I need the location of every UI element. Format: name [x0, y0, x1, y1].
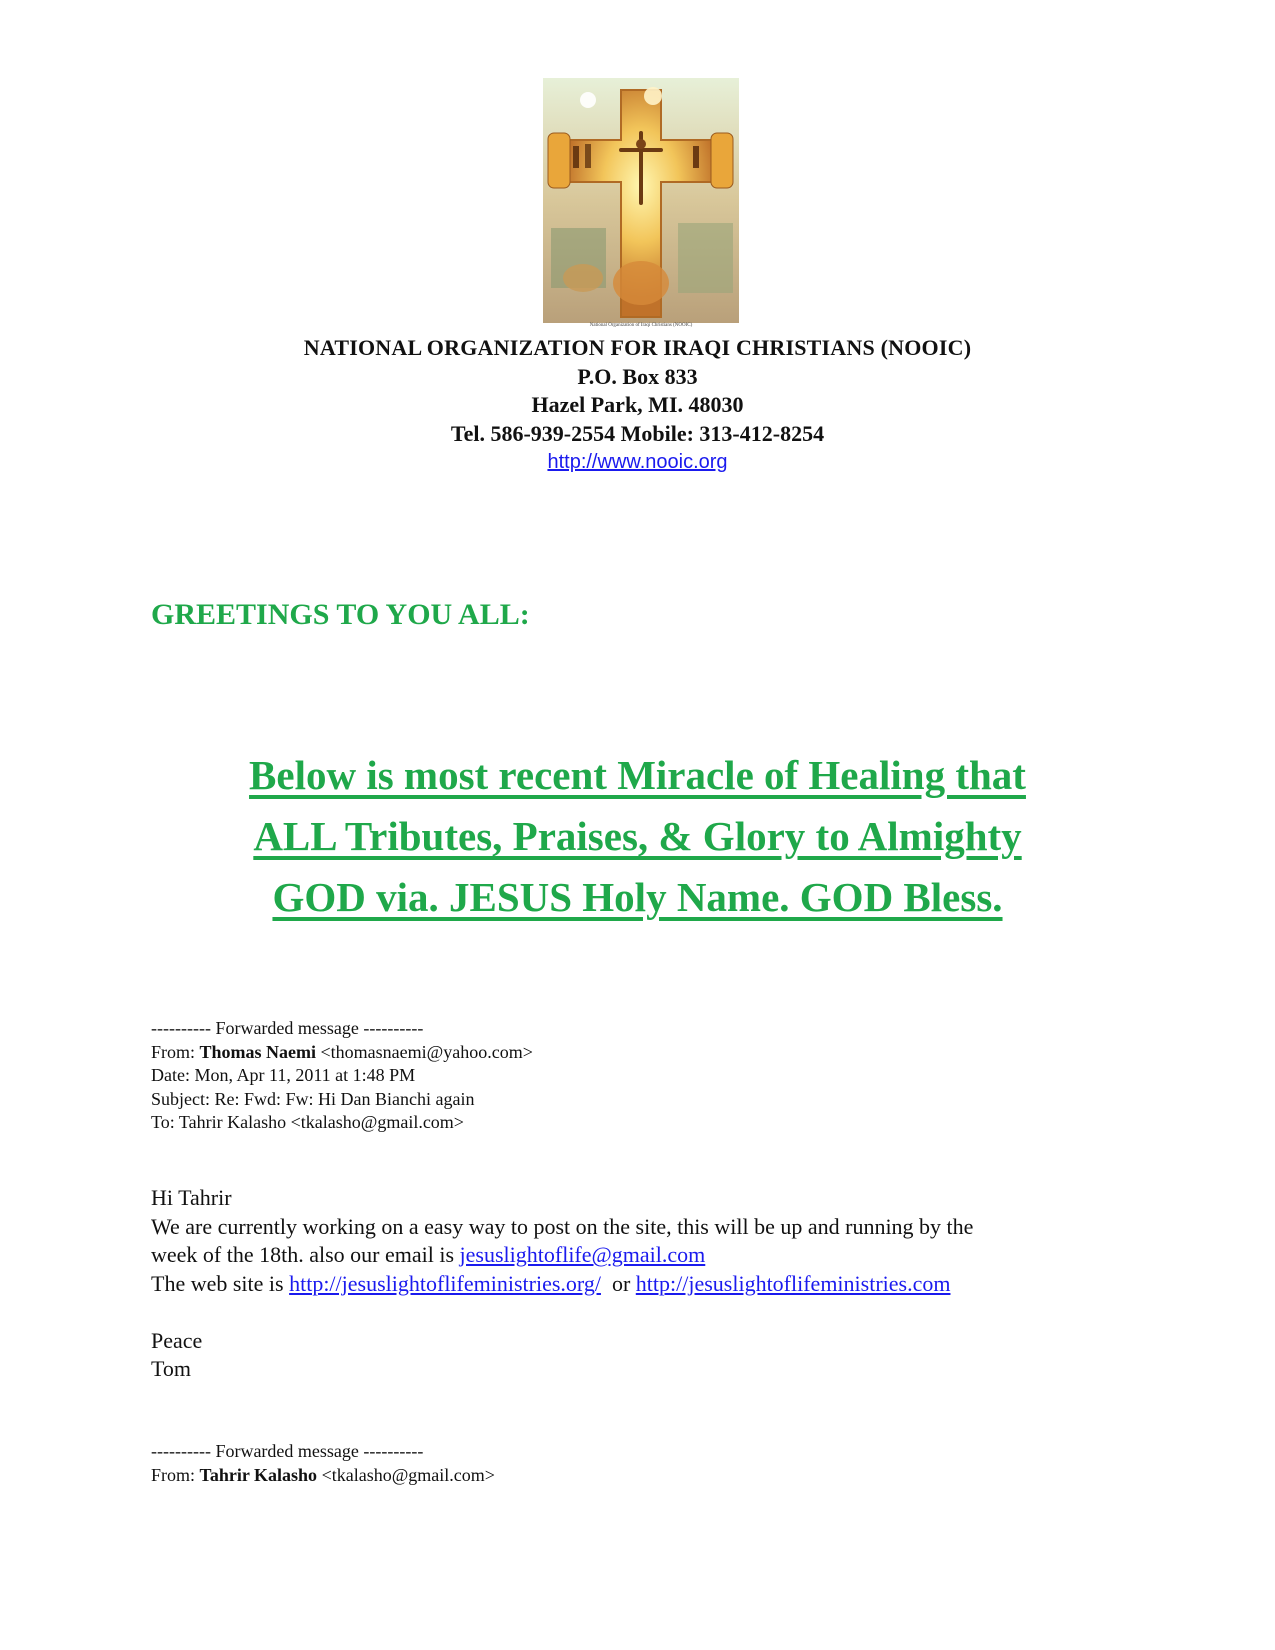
spacer — [151, 1298, 1101, 1327]
signature: Tom — [151, 1356, 192, 1381]
letterhead — [0, 334, 1275, 476]
website-link[interactable]: http://www.nooic.org — [547, 451, 728, 473]
message-line-2-text: week of the 18th. also our email is — [151, 1242, 460, 1267]
crucifix-icon — [543, 78, 739, 323]
from-line — [151, 1041, 533, 1065]
or-text: or — [600, 1270, 636, 1296]
message-line-3-text: The web site is — [151, 1270, 290, 1296]
message-line-1: We are currently working on a easy way to post on the site, this will be up and running by the — [151, 1213, 974, 1239]
headline-line-2: ALL Tributes, Praises, & Glory to Almighty — [253, 813, 1022, 859]
greeting-heading: GREETINGS TO YOU ALL: — [151, 598, 530, 631]
message-body — [151, 1184, 1101, 1384]
from-label: From: — [151, 1041, 200, 1062]
nooic-logo — [543, 78, 739, 336]
headline-line-3: GOD via. JESUS Holy Name. GOD Bless. — [272, 874, 1003, 920]
site-link-org[interactable]: http://jesuslightoflifeministries.org/ — [289, 1270, 601, 1296]
logo-caption: National Organization of Iraqi Christians (NOOIC) — [589, 323, 693, 328]
organization-name: NATIONAL ORGANIZATION FOR IRAQI CHRISTIANS (NOOIC) — [303, 335, 972, 360]
headline-line-1: Below is most recent Miracle of Healing that — [249, 752, 1026, 798]
phone-numbers: Tel. 586-939-2554 Mobile: 313-412-8254 — [450, 420, 825, 446]
city-address: Hazel Park, MI. 48030 — [531, 392, 744, 417]
forward-separator: ---------- Forwarded message ---------- — [151, 1018, 424, 1038]
email-link[interactable]: jesuslightoflife@gmail.com — [459, 1242, 706, 1267]
closing: Peace — [151, 1327, 203, 1353]
date-line: Date: Mon, Apr 11, 2011 at 1:48 PM — [151, 1065, 416, 1085]
po-box: P.O. Box 833 — [577, 363, 698, 389]
sender-email: <tkalasho@gmail.com> — [317, 1464, 495, 1485]
forward-separator: ---------- Forwarded message ---------- — [151, 1441, 424, 1461]
site-link-com[interactable]: http://jesuslightoflifeministries.com — [635, 1270, 951, 1296]
sender-name: Tahrir Kalasho — [199, 1464, 318, 1485]
subject-line: Subject: Re: Fwd: Fw: Hi Dan Bianchi again — [151, 1088, 475, 1109]
message-line-2 — [151, 1241, 1101, 1270]
headline — [130, 745, 1145, 928]
forwarded-header-1 — [151, 1017, 533, 1135]
sender-name: Thomas Naemi — [199, 1041, 317, 1062]
message-line-3 — [151, 1270, 1101, 1299]
sender-email: <thomasnaemi@yahoo.com> — [316, 1041, 533, 1062]
forwarded-header-2 — [151, 1440, 495, 1487]
salutation: Hi Tahrir — [151, 1185, 232, 1210]
to-line: To: Tahrir Kalasho <tkalasho@gmail.com> — [151, 1112, 464, 1132]
from-line — [151, 1464, 495, 1488]
from-label: From: — [151, 1464, 200, 1485]
